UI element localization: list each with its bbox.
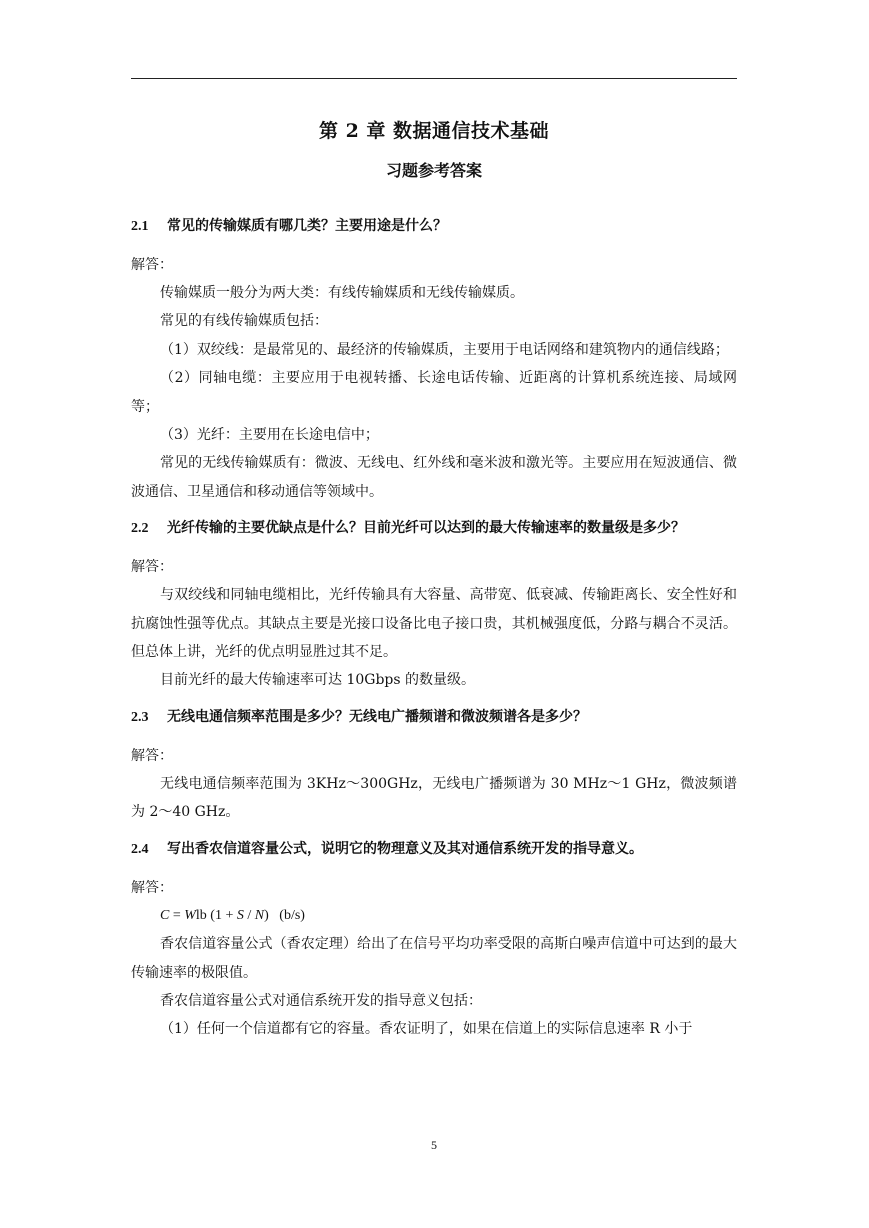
answer-paragraph: 无线电通信频率范围为 3KHz～300GHz，无线电广播频谱为 30 MHz～1 GHz，微波频谱为 2～40 GHz。	[131, 775, 737, 821]
question-text: 无线电通信频率范围是多少？无线电广播频谱和微波频谱各是多少？	[167, 708, 587, 725]
formula-bandwidth: W	[184, 907, 196, 923]
document-body	[131, 212, 737, 1052]
answer-paragraph: 常见的有线传输媒质包括：	[160, 313, 328, 330]
exercise-2-3	[131, 703, 737, 827]
question-number: 2.1	[131, 219, 149, 234]
question-number: 2.3	[131, 709, 149, 725]
answer-paragraph: （2）同轴电缆：主要应用于电视转播、长途电话传输、近距离的计算机系统连接、局域网等；	[131, 370, 737, 415]
answer-paragraph: （1）任何一个信道都有它的容量。香农证明了，如果在信道上的实际信息速率 R 小于	[160, 1021, 693, 1038]
question-text: 写出香农信道容量公式，说明它的物理意义及其对通信系统开发的指导意义。	[167, 840, 643, 857]
answer-paragraph: 传输媒质一般分为两大类：有线传输媒质和无线传输媒质。	[160, 285, 524, 301]
answer-label: 解答：	[131, 879, 173, 896]
formula-capacity: C	[160, 907, 170, 923]
answer-paragraph: 常见的无线传输媒质有：微波、无线电、红外线和毫米波和激光等。主要应用在短波通信、微波通信、卫星通信和移动通信等领域中。	[131, 455, 737, 500]
question-heading	[131, 212, 737, 241]
answer-label: 解答：	[131, 747, 173, 764]
question-number: 2.2	[131, 521, 149, 537]
question-text: 常见的传输媒质有哪几类？主要用途是什么？	[167, 218, 447, 234]
question-heading	[131, 514, 737, 543]
formula-equals: =	[169, 907, 185, 923]
answer-label: 解答：	[131, 257, 173, 273]
answer-paragraph: （3）光纤：主要用在长途电信中；	[160, 427, 379, 444]
question-number: 2.4	[131, 841, 149, 857]
formula-noise: N	[254, 907, 265, 923]
question-heading	[131, 835, 737, 864]
answer-paragraph: 香农信道容量公式（香农定理）给出了在信号平均功率受限的高斯白噪声信道中可达到的最大传输速率的极限值。	[131, 936, 737, 981]
answer-paragraph: 与双绞线和同轴电缆相比，光纤传输具有大容量、高带宽、低衰减、传输距离长、安全性好和抗腐蚀性强等优点。其缺点主要是光接口设备比电子接口贵，其机械强度低，分路与耦合不灵活。但总体上讲，光纤的优点明显胜过其不足。	[131, 587, 737, 661]
exercise-2-1	[131, 212, 737, 506]
chapter-title: 第 2 章 数据通信技术基础	[318, 120, 550, 142]
answer-paragraph: 香农信道容量公式对通信系统开发的指导意义包括：	[160, 992, 482, 1009]
formula-unit: (b/s)	[279, 907, 305, 923]
answer-paragraph: （1）双绞线：是最常见的、最经济的传输媒质，主要用于电话网络和建筑物内的通信线路；	[160, 341, 729, 358]
question-heading	[131, 703, 737, 732]
formula-signal: S	[236, 907, 244, 923]
page-number: 5	[431, 1138, 437, 1152]
exercise-2-4	[131, 835, 737, 1044]
answer-paragraph: 目前光纤的最大传输速率可达 10Gbps 的数量级。	[160, 672, 476, 689]
formula-close: )	[264, 907, 269, 923]
chapter-subtitle: 习题参考答案	[385, 161, 482, 180]
shannon-formula	[131, 902, 737, 930]
question-text: 光纤传输的主要优缺点是什么？目前光纤可以达到的最大传输速率的数量级是多少？	[167, 520, 685, 537]
answer-label: 解答：	[131, 559, 173, 576]
header-rule	[131, 78, 737, 79]
formula-slash: /	[243, 907, 255, 923]
formula-log: lb (1 +	[195, 907, 237, 923]
exercise-2-2	[131, 514, 737, 695]
